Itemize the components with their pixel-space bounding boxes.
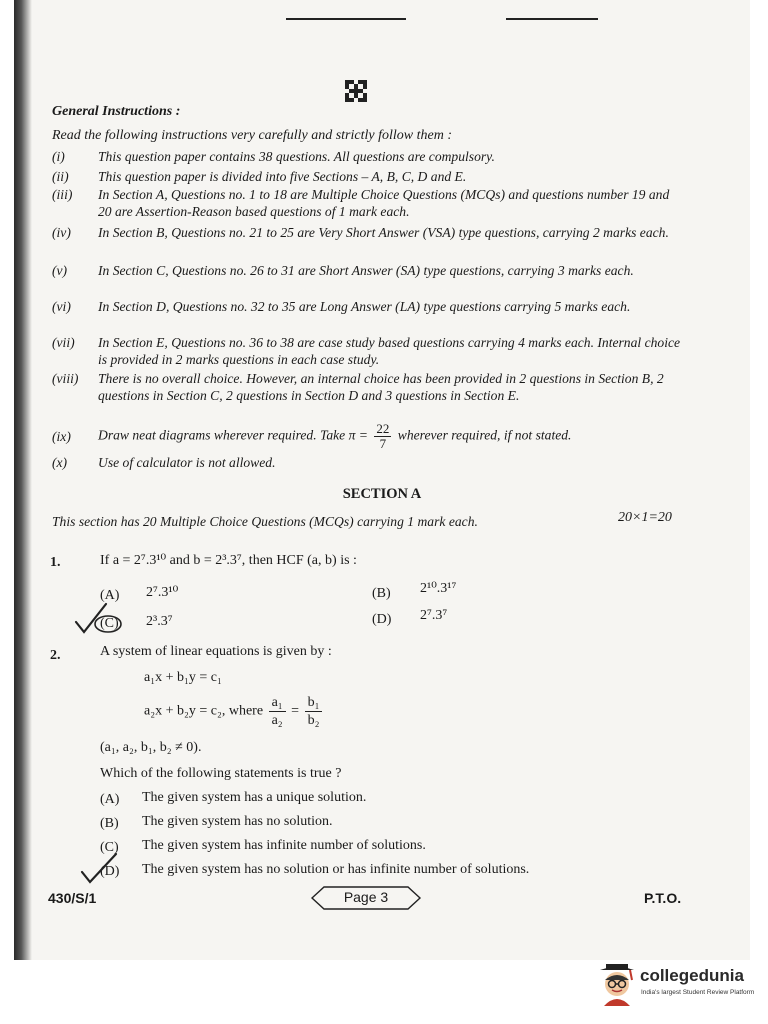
equation-one: a₁x + b₁y = c₁ [144,670,222,685]
ratio-right-numerator: b₁ [305,694,323,712]
page-number-tag [310,885,422,911]
ratio-left-numerator: a₁ [269,694,286,712]
pi-fraction-numerator: 22 [376,421,390,436]
instruction-number: (v) [52,263,68,278]
instruction-number: (vi) [52,299,71,314]
exam-page [14,0,750,960]
option-label: (A) [100,792,120,807]
option-text: 2⁷.3¹⁰ [146,585,179,600]
ratio-right-fraction [305,694,323,729]
instruction-number: (ix) [52,429,71,444]
option-text: 2³.3⁷ [146,614,173,629]
option-text: The given system has no solution or has infinite number of solutions. [142,862,530,877]
section-description: This section has 20 Multiple Choice Questions (MCQs) carrying 1 mark each. [52,514,478,529]
equation-two [144,694,324,729]
pi-fraction [374,422,391,451]
instruction-number: (i) [52,149,65,164]
instruction-text: Use of calculator is not allowed. [98,455,276,470]
equals-sign: = [291,703,300,719]
brand-name: collegedunia [640,966,744,985]
instruction-text: This question paper is divided into five Sections – A, B, C, D and E. [98,169,467,184]
instruction-text: In Section A, Questions no. 1 to 18 are Multiple Choice Questions (MCQs) and questions number 19 and 20 are Assertion-Reason based questions of 1 mark each. [98,187,670,219]
question-stem: A system of linear equations is given by : [100,644,332,659]
option-label: (A) [100,588,120,603]
answer-tick-icon [76,852,128,886]
instruction-text: There is no overall choice. However, an internal choice has been provided in 2 questions in Section B, 2 questions in Section C, 2 questions in Section D and 3 questions in Section E. [98,371,664,403]
condition-text: (a₁, a₂, b₁, b₂ ≠ 0). [100,740,202,755]
question-stem: If a = 2⁷.3¹⁰ and b = 2³.3⁷, then HCF (a, b) is : [100,553,357,568]
instruction-number: (x) [52,455,68,470]
section-marks: 20×1=20 [618,510,672,525]
collegedunia-logo [596,960,756,1008]
instruction-text: In Section E, Questions no. 36 to 38 are case study based questions carrying 4 marks each. Internal choice is provided in 2 marks questions in each case study. [98,335,681,367]
option-label: (C) [100,616,119,631]
please-turn-over: P.T.O. [644,890,682,906]
answer-tick-icon [72,600,126,636]
option-label: (C) [100,840,119,855]
question-number: 1. [50,555,61,570]
option-text: 2¹⁰.3¹⁷ [420,581,457,596]
instruction-text-before: Draw neat diagrams wherever required. Take π = [98,427,368,443]
page-number: Page 3 [343,889,389,905]
option-text: The given system has infinite number of solutions. [142,838,426,853]
question-number: 2. [50,648,61,663]
option-label: (D) [372,612,392,627]
ratio-right-denominator: b₂ [307,713,320,728]
option-label: (D) [100,864,120,879]
instruction-number: (vii) [52,335,75,350]
instruction-text [98,422,682,451]
instruction-number: (viii) [52,371,79,386]
ratio-left-fraction [269,694,286,729]
brand-tagline: India's largest Student Review Platform [641,989,755,996]
instruction-text: In Section B, Questions no. 21 to 25 are Very Short Answer (VSA) type questions, carrying 2 marks each. [98,225,669,240]
pi-fraction-denominator: 7 [379,436,387,451]
instructions-title: General Instructions : [52,104,181,119]
instructions-intro: Read the following instructions very carefully and strictly follow them : [52,128,452,143]
instruction-text: In Section C, Questions no. 26 to 31 are Short Answer (SA) type questions, carrying 3 marks each. [98,263,634,278]
instruction-number: (iii) [52,187,73,202]
question-text: Which of the following statements is true ? [100,766,342,781]
instruction-number: (iv) [52,225,71,240]
option-label: (B) [100,816,119,831]
option-label: (B) [372,586,391,601]
scan-edge-shadow [14,0,32,960]
option-text: The given system has no solution. [142,814,333,829]
qr-code-icon [345,80,367,102]
paper-code: 430/S/1 [48,890,97,906]
section-heading: SECTION A [342,486,422,502]
instruction-text-after: wherever required, if not stated. [397,427,572,443]
top-rule-left [286,18,406,20]
option-text: The given system has a unique solution. [142,790,367,805]
top-rule-right [506,18,598,20]
option-text: 2⁷.3⁷ [420,608,448,623]
student-mascot-icon [596,962,638,1006]
ratio-left-denominator: a₂ [271,713,283,728]
instruction-text: In Section D, Questions no. 32 to 35 are Long Answer (LA) type questions carrying 5 marks each. [98,299,631,314]
equation-two-text: a₂x + b₂y = c₂, where [144,703,264,719]
instruction-text: This question paper contains 38 questions. All questions are compulsory. [98,149,495,164]
instruction-number: (ii) [52,169,69,184]
